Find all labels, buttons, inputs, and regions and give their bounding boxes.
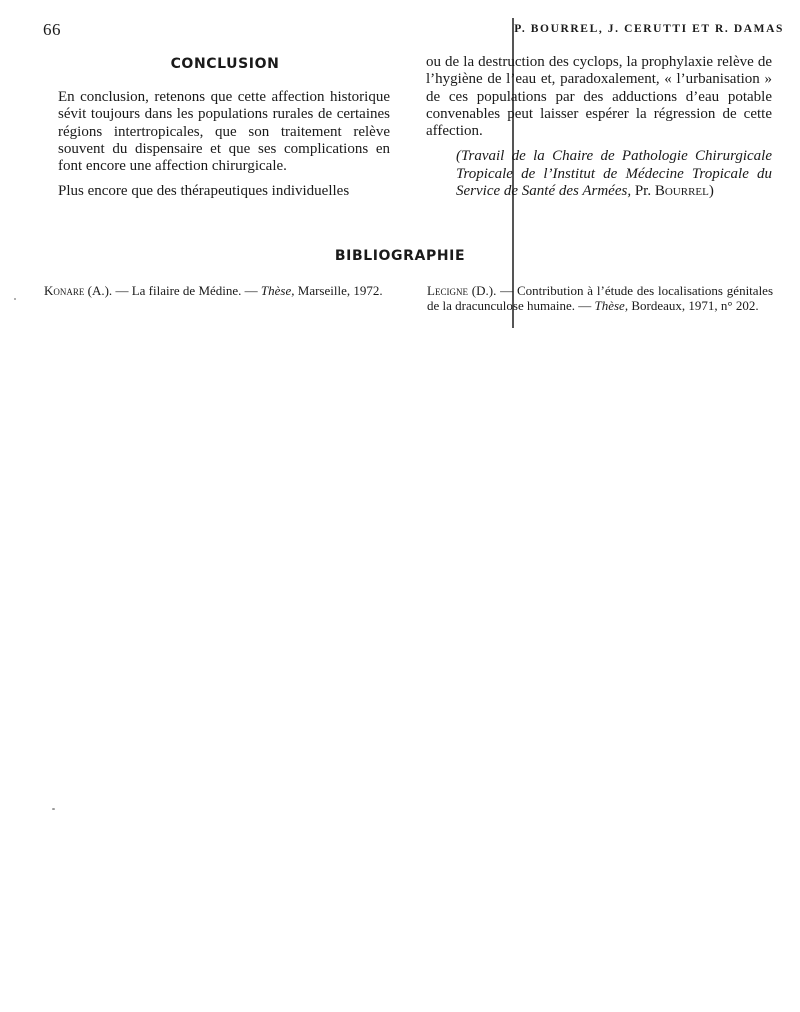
bib-title: — Contribution à l’étude des localisations génitales de la dracunculose humaine. — xyxy=(427,283,774,313)
conclusion-left-column xyxy=(58,89,390,209)
conclusion-heading: CONCLUSION xyxy=(170,56,280,72)
bib-author: Konare xyxy=(44,283,85,298)
bib-details: Marseille, 1972. xyxy=(297,283,383,298)
bib-details: Bordeaux, 1971, n° 202. xyxy=(631,297,759,313)
scan-speck xyxy=(14,298,16,300)
bibliography-entry xyxy=(44,284,390,299)
bib-type: Thèse, xyxy=(260,283,295,298)
bibliography-entry xyxy=(427,284,773,313)
bib-initials: (A.). xyxy=(87,283,113,298)
conclusion-right-column xyxy=(426,54,772,208)
bibliography-heading: BIBLIOGRAPHIE xyxy=(334,248,466,264)
running-head: P. BOURREL, J. CERUTTI ET R. DAMAS xyxy=(514,23,784,35)
bib-type: Thèse, xyxy=(594,297,629,313)
scan-speck xyxy=(52,808,55,810)
bib-author: Lecigne xyxy=(427,283,468,298)
acknowledgement-credit: (Travail de la Chaire de Pathologie Chirurgicale Tropicale de l’Institut de Médecine Tropicale du Service de Santé des Armées, Pr. Bourrel) xyxy=(456,148,772,200)
page-number: 66 xyxy=(43,20,61,39)
conclusion-paragraph-2-start: Plus encore que des thérapeutiques individuelles xyxy=(58,183,350,200)
conclusion-paragraph-1: En conclusion, retenons que cette affection historique sévit toujours dans les populations rurales de certaines régions intertropicales, que son traitement relève souvent du dispensaire et que ses complications en font encore une affection chirurgicale. xyxy=(58,89,390,175)
bib-title: — La filaire de Médine. — xyxy=(115,283,258,298)
bib-initials: (D.). xyxy=(471,283,497,298)
conclusion-paragraph-2-continued: ou de la destruction des cyclops, la prophylaxie relève de l’hygiène de l’eau et, paradoxalement, « l’urbanisation » de ces populations par des adductions d’eau potable convenables peut laisser espérer la régression de cette affection. xyxy=(426,54,772,140)
